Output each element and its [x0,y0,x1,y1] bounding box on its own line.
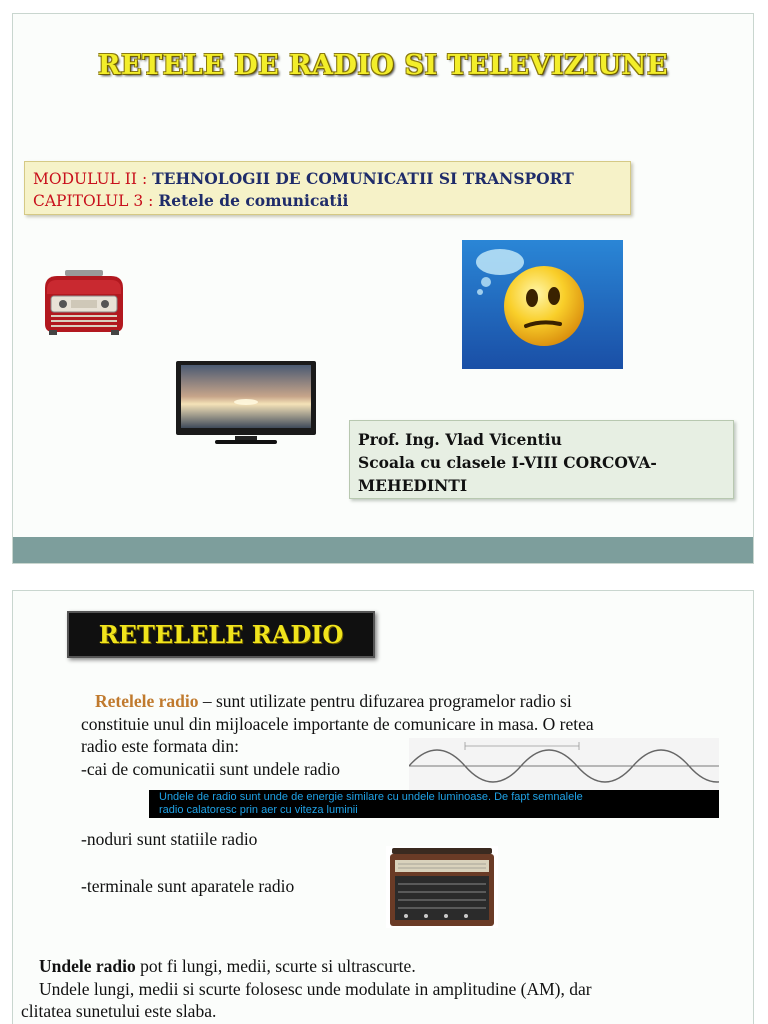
module-box [24,161,631,215]
intro-text-3: radio este formata din: [81,736,239,756]
confused-emoji-image [462,240,623,369]
waves-term: Undele radio [39,956,136,976]
intro-text-1: – sunt utilizate pentru difuzarea programelor radio si [198,691,572,711]
slide-title [12,13,754,564]
bullet-communication-paths: -cai de comunicatii sunt undele radio [81,758,341,779]
chapter-name: Retele de comunicatii [158,191,349,210]
retro-radio-image [41,268,127,336]
slide2-title: RETELELE RADIO [67,611,375,658]
author-box [349,420,734,499]
flat-tv-image [175,360,317,446]
wave-types-paragraph [21,955,741,1023]
author-location: MEHEDINTI [358,476,468,495]
waves-text: pot fi lungi, medii, scurte si ultrascurte. [135,956,416,976]
slide-radio-networks [12,590,754,1024]
wave-caption-line-2: radio calatoresc prin aer cu viteza luminii [159,804,358,816]
module-label: MODULUL II : [33,170,148,188]
bullet-terminals: -terminale sunt aparatele radio [81,876,295,896]
module-name: TEHNOLOGII DE COMUNICATII SI TRANSPORT [152,169,574,188]
footer-band [13,537,753,563]
wave-caption-line-1: Undele de radio sunt unde de energie similare cu undele luminoase. De fapt semnalele [159,791,583,803]
author-school: Scoala cu clasele I-VIII CORCOVA- [358,453,657,472]
author-name: Prof. Ing. Vlad Vicentiu [358,430,562,449]
vintage-radio-image [386,846,498,928]
bullet-nodes: -noduri sunt statiile radio [81,829,258,849]
slide-title-heading: RETELE DE RADIO SI TELEVIZIUNE [98,50,668,81]
intro-text-2: constituie unul din mijloacele importante de comunicare in masa. O retea [81,713,594,734]
chapter-label: CAPITOLUL 3 : [33,192,154,210]
wave-caption-box [149,790,719,818]
waves-line-2: Undele lungi, medii si scurte folosesc unde modulate in amplitudine (AM), dar [39,978,592,999]
radio-wave-diagram [409,738,719,790]
intro-term: Retelele radio [95,691,199,711]
waves-line-3: clitatea sunetului este slaba. [21,1001,217,1021]
